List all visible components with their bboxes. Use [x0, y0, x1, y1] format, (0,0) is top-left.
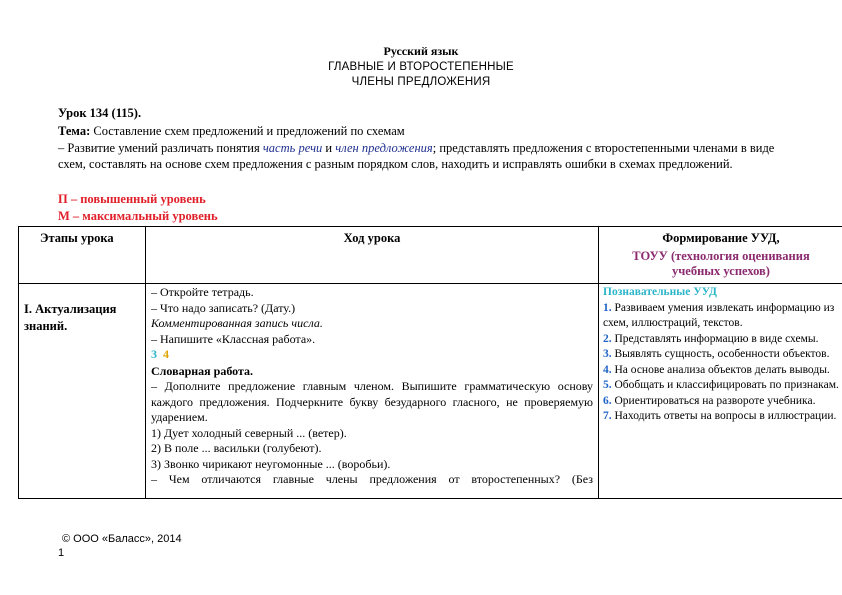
flow-line: – Откройте тетрадь.	[151, 285, 254, 299]
uud-item	[603, 301, 842, 332]
col-header-uud-line3: учебных успехов)	[672, 264, 770, 278]
flow-line: – Что надо записать? (Дату.)	[151, 300, 296, 315]
uud-item	[603, 394, 842, 410]
lesson-topic	[58, 124, 405, 139]
col-header-uud-line2: ТОУУ (технология оценивания	[632, 248, 810, 263]
uud-item-number: 5.	[603, 379, 612, 391]
uud-item-number: 1.	[603, 301, 612, 314]
table-border-top	[18, 226, 842, 227]
uud-item-number: 3.	[603, 348, 612, 360]
uud-cell	[603, 285, 842, 497]
col-header-uud-line1: Формирование УУД,	[662, 231, 780, 245]
table-col-divider-2	[598, 226, 599, 499]
uud-item	[603, 409, 842, 425]
table-col-divider-1	[145, 226, 146, 499]
table-header-divider	[18, 283, 842, 284]
uud-item-text: Обобщать и классифицировать по признакам.	[611, 379, 839, 391]
page-number: 1	[58, 547, 65, 559]
uud-item-text: Выявлять сущность, особенности объектов.	[611, 348, 830, 360]
uud-item-text: На основе анализа объектов делать выводы.	[611, 363, 830, 376]
goal-term-part-of-speech: часть речи	[262, 141, 323, 155]
uud-item-number: 2.	[603, 332, 612, 345]
level-advanced: П – повышенный уровень	[58, 192, 206, 206]
lesson-flow-cell	[151, 285, 593, 497]
goal-and: и	[322, 141, 336, 155]
uud-item-text: Ориентироваться на развороте учебника.	[611, 394, 816, 407]
uud-item	[603, 378, 842, 394]
flow-line: – Напишите «Классная работа».	[151, 331, 316, 346]
table-border-bottom	[18, 498, 842, 499]
flow-line: 1) Дует холодный северный ... (ветер).	[151, 425, 347, 440]
subject-title: Русский язык	[383, 44, 459, 58]
goal-rest: ; представлять предложения с второстепенными членами в виде схем, составлять на основе схем предложения с разным порядком слов, находить и исправлять ошибки в схемах предложений.	[58, 141, 775, 171]
copyright: © ООО «Баласс», 2014	[62, 533, 182, 545]
page-title-line2: ЧЛЕНЫ ПРЕДЛОЖЕНИЯ	[351, 76, 491, 88]
vocabulary-work-heading: Словарная работа.	[151, 363, 254, 378]
col-header-uud	[600, 231, 842, 280]
lesson-number: Урок 134 (115).	[58, 106, 142, 120]
slide-number-4: 4	[163, 347, 169, 361]
level-maximum: М – максимальный уровень	[58, 209, 218, 223]
stage-cell: I. Актуализация знаний.	[24, 302, 117, 333]
slide-numbers	[151, 347, 593, 363]
flow-line: 3) Звонко чирикают неугомонные ... (воробьи).	[151, 456, 391, 471]
col-header-stages: Этапы урока	[40, 231, 114, 245]
uud-item-text: Находить ответы на вопросы в иллюстрации.	[611, 410, 837, 422]
slide-number-3: 3	[151, 347, 157, 361]
topic-text: Составление схем предложений и предложений по схемам	[90, 124, 405, 138]
uud-item-text: Развиваем умения извлекать информацию из схем, иллюстраций, текстов.	[603, 301, 835, 329]
goal-term-sentence-member: член предложения	[335, 141, 433, 155]
uud-item-number: 6.	[603, 394, 612, 407]
uud-item-number: 4.	[603, 363, 612, 376]
uud-heading: Познавательные УУД	[603, 286, 717, 298]
col-header-lesson-flow: Ход урока	[343, 231, 401, 245]
uud-item	[603, 363, 842, 379]
page-title-line1: ГЛАВНЫЕ И ВТОРОСТЕПЕННЫЕ	[328, 61, 514, 73]
flow-line: – Дополните предложение главным членом. Выпишите грамматическую основу каждого предложения. Подчеркните букву безударного гласного, не проверяемую ударением.	[151, 379, 593, 424]
uud-item	[603, 332, 842, 348]
flow-line: 2) В поле ... васильки (голубеют).	[151, 441, 322, 455]
goal-prefix: – Развитие умений различать понятия	[58, 141, 263, 155]
flow-line: – Чем отличаются главные члены предложения от второстепенных? (Без	[151, 472, 593, 486]
flow-line-italic: Комментированная запись числа.	[151, 316, 323, 330]
table-border-left	[18, 226, 19, 499]
topic-label: Тема:	[58, 124, 91, 138]
uud-item-number: 7.	[603, 410, 612, 422]
lesson-goal	[58, 140, 793, 172]
uud-item	[603, 347, 842, 363]
uud-item-text: Представлять информацию в виде схемы.	[611, 332, 819, 345]
